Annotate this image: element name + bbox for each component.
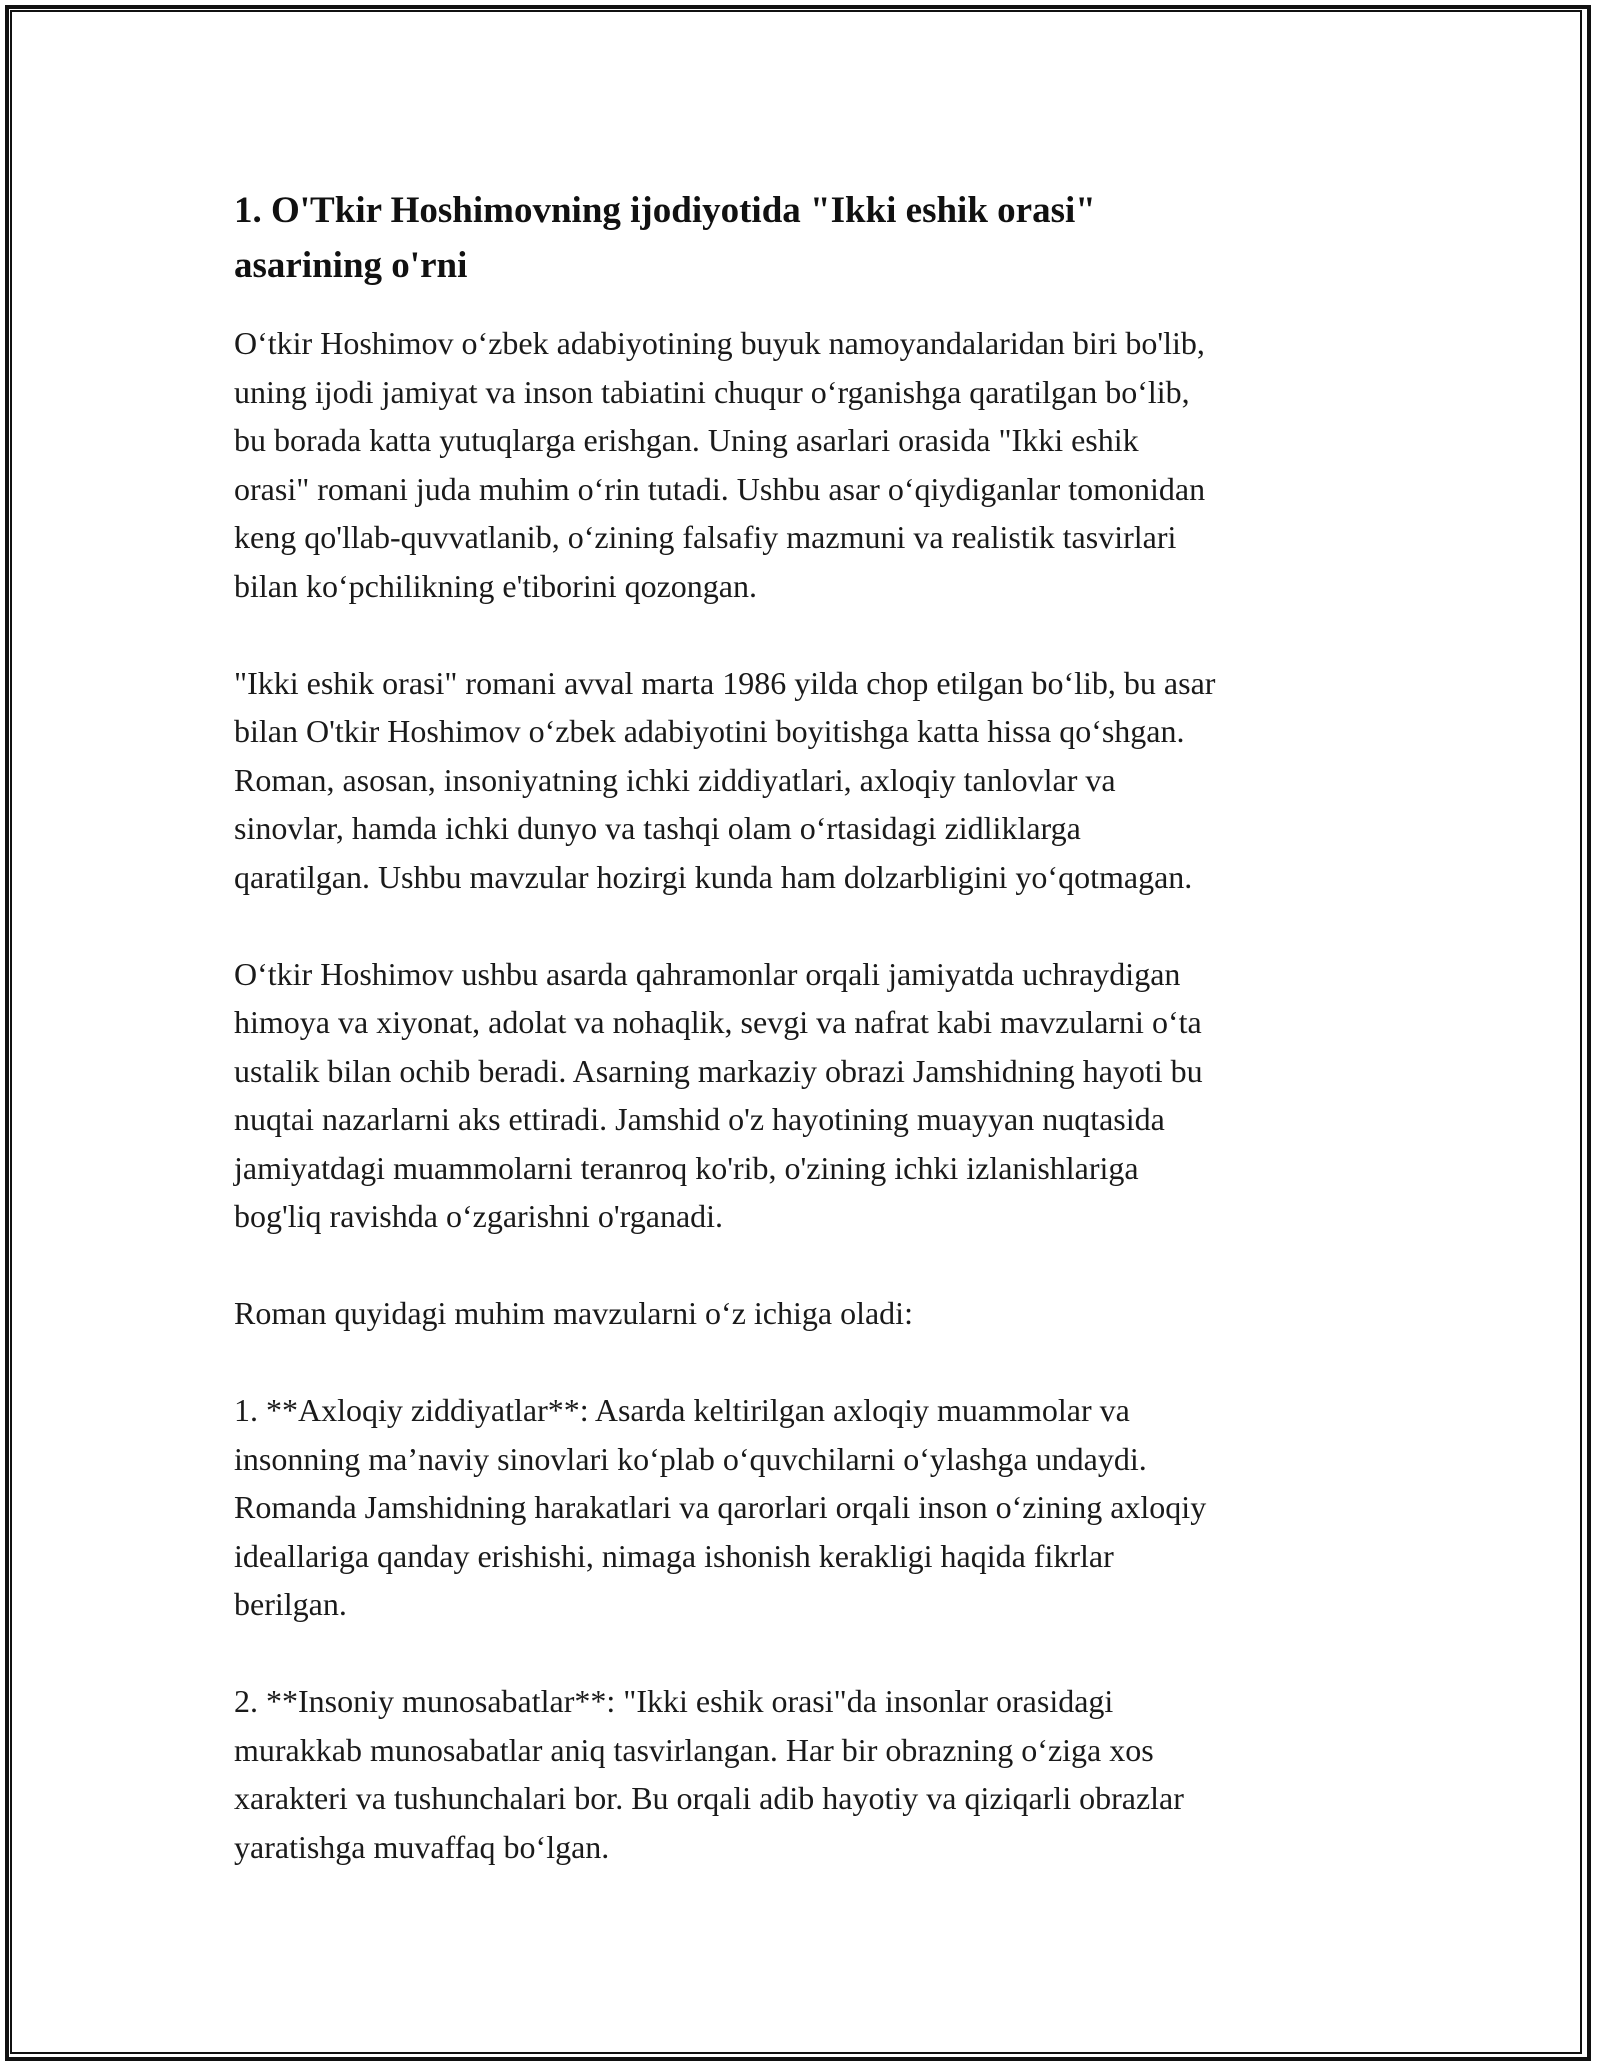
paragraph-intro: O‘tkir Hoshimov o‘zbek adabiyotining buyuk namoyandalaridan biri bo'lib, uning ijodi jamiyat va inson tabiatini chuqur o‘rganishga qaratilgan bo‘lib, bu borada katta yutuqlarga erishgan. Uning asarlari orasida "Ikki eshik orasi" romani juda muhim o‘rin tutadi. Ushbu asar o‘qiydiganlar tomonidan keng qo'llab-quvvatlanib, o‘zining falsafiy mazmuni va realistik tasvirlari bilan ko‘pchilikning e'tiborini qozongan.	[234, 325, 1206, 604]
paragraph-themes-overview: O‘tkir Hoshimov ushbu asarda qahramonlar orqali jamiyatda uchraydigan himoya va xiyonat, adolat va nohaqlik, sevgi va nafrat kabi mavzularni o‘ta ustalik bilan ochib beradi. Asarning markaziy obrazi Jamshidning hayoti bu nuqtai nazarlarni aks ettiradi. Jamshid o'z hayotining muayyan nuqtasida jamiyatdagi muammolarni teranroq ko'rib, o'zining ichki izlanishlariga bog'liq ravishda o‘zgarishni o'rganadi.	[234, 955, 1203, 1234]
list-item-moral-conflicts: 1. **Axloqiy ziddiyatlar**: Asarda keltirilgan axloqiy muammolar va insonning ma’naviy sinovlari ko‘plab o‘quvchilarni o‘ylashga undaydi. Romanda Jamshidning harakatlari va qarorlari orqali inson o‘zining axloqiy ideallariga qanday erishishi, nimaga ishonish kerakligi haqida fikrlar berilgan.	[234, 1392, 1207, 1622]
list-item-human-relations: 2. **Insoniy munosabatlar**: "Ikki eshik orasi"da insonlar orasidagi murakkab munosabatlar aniq tasvirlangan. Har bir obrazning o‘ziga xos xarakteri va tushunchalari bor. Bu orqali adib hayotiy va qiziqarli obrazlar yaratishga muvaffaq bo‘lgan.	[234, 1683, 1184, 1865]
section-heading: 1. O'Tkir Hoshimovning ijodiyotida "Ikki eshik orasi" asarining o'rni	[234, 190, 1096, 286]
paragraph-publication: "Ikki eshik orasi" romani avval marta 1986 yilda chop etilgan bo‘lib, bu asar bilan O'tkir Hoshimov o‘zbek adabiyotini boyitishga katta hissa qo‘shgan. Roman, asosan, insoniyatning ichki ziddiyatlari, axloqiy tanlovlar va sinovlar, hamda ichki dunyo va tashqi olam o‘rtasidagi zidliklarga qaratilgan. Ushbu mavzular hozirgi kunda ham dolzarbligini yo‘qotmagan.	[234, 664, 1216, 895]
document-body	[234, 183, 1384, 1920]
paragraph-themes-lead: Roman quyidagi muhim mavzularni o‘z ichiga oladi:	[234, 1295, 913, 1331]
